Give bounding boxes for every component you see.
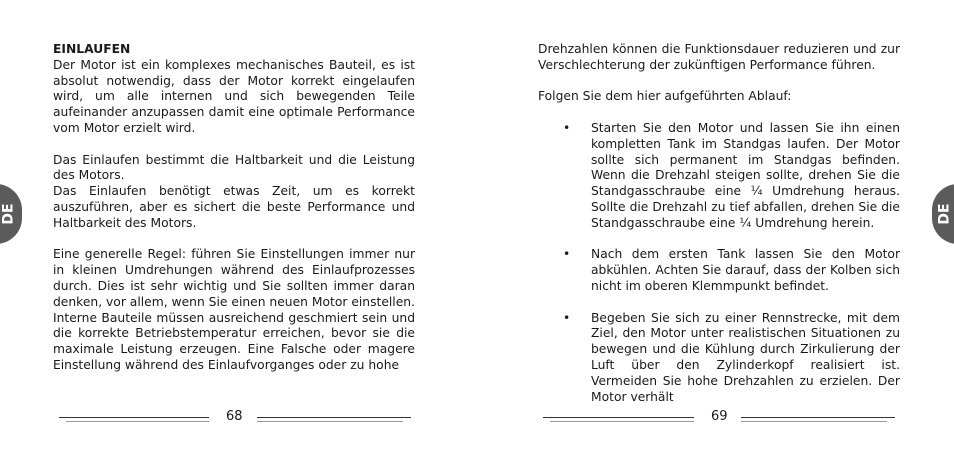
right-page-column — [538, 42, 900, 421]
footer-rule-left-2 — [66, 421, 209, 422]
page-number-right: 69 — [711, 409, 728, 424]
paragraph-continuation: Drehzahlen können die Funktionsdauer reduzieren und zur Verschlechterung der zukünftigen Performance führen. — [538, 42, 900, 72]
list-item — [538, 247, 900, 294]
footer-rule-right-1 — [543, 417, 694, 418]
paragraph-intro: Der Motor ist ein komplexes mechanisches Bauteil, es ist absolut notwendig, dass der Motor korrekt eingelaufen wird, um alle internen und sich bewegenden Teile aufeinander anzupassen damit eine optimale Performance vom Motor erzielt wird. — [53, 57, 415, 135]
list-item-text: Nach dem ersten Tank lassen Sie den Motor abkühlen. Achten Sie darauf, dass der Kolben sich nicht im oberen Klemmpunkt befindet. — [591, 247, 900, 293]
footer-rule-right-3 — [741, 417, 895, 418]
footer-rule-left-3 — [257, 417, 411, 418]
procedure-intro: Folgen Sie dem hier aufgeführten Ablauf: — [538, 89, 792, 104]
footer-rule-right-2 — [550, 421, 694, 422]
bullet-marker: • — [563, 247, 571, 262]
paragraph-durability: Das Einlaufen bestimmt die Haltbarkeit und die Leistung des Motors. — [53, 152, 415, 183]
bullet-marker: • — [563, 310, 571, 325]
language-tab-label: DE — [1, 203, 17, 225]
list-item — [538, 311, 900, 406]
footer-rule-right-4 — [741, 421, 887, 422]
paragraph-time: Das Einlaufen benötigt etwas Zeit, um es korrekt auszuführen, aber es sichert die beste Performance und Haltbarkeit des Motors. — [53, 184, 415, 230]
procedure-list — [538, 121, 900, 405]
list-item — [538, 121, 900, 232]
language-tab-label: DE — [937, 203, 953, 225]
left-page-column — [53, 42, 415, 374]
footer-rule-left-1 — [59, 417, 209, 418]
list-item-text: Begeben Sie sich zu einer Rennstrecke, mit dem Ziel, den Motor unter realistischen Situationen zu bewegen und die Kühlung durch Zirkulierung der Luft über den Zylinderkopf realisiert ist. Vermeiden Sie hohe Drehzahlen zu erzielen. Der Motor verhält — [591, 310, 900, 404]
footer-rule-left-4 — [257, 421, 403, 422]
list-item-text: Starten Sie den Motor und lassen Sie ihn einen kompletten Tank im Standgas laufen. Der Motor sollte sich permanent im Standgas befinden. Wenn die Drehzahl steigen sollte, drehen Sie die Standgasschraube eine ¼ Umdrehung heraus. Sollte die Drehzahl zu tief abfallen, drehen Sie die Standgasschraube eine ¼ Umdrehung herein. — [591, 120, 900, 230]
language-tab-right — [932, 184, 954, 244]
bullet-marker: • — [563, 120, 571, 135]
language-tab-left — [0, 184, 22, 244]
section-heading: EINLAUFEN — [53, 42, 131, 56]
paragraph-general-rule: Eine generelle Regel: führen Sie Einstellungen immer nur in kleinen Umdrehungen während des Einlaufprozesses durch. Dies ist sehr wichtig und Sie sollten immer daran denken, vor allem, wenn Sie einen neuen Motor einstellen. Interne Bauteile müssen ausreichend geschmiert sein und die korrekte Betriebstemperatur erreichen, bevor sie die maximale Leistung erzeugen. Eine Falsche oder magere Einstellung während des Einlaufvorganges oder zu hohe — [53, 247, 415, 372]
page-number-left: 68 — [226, 409, 243, 424]
